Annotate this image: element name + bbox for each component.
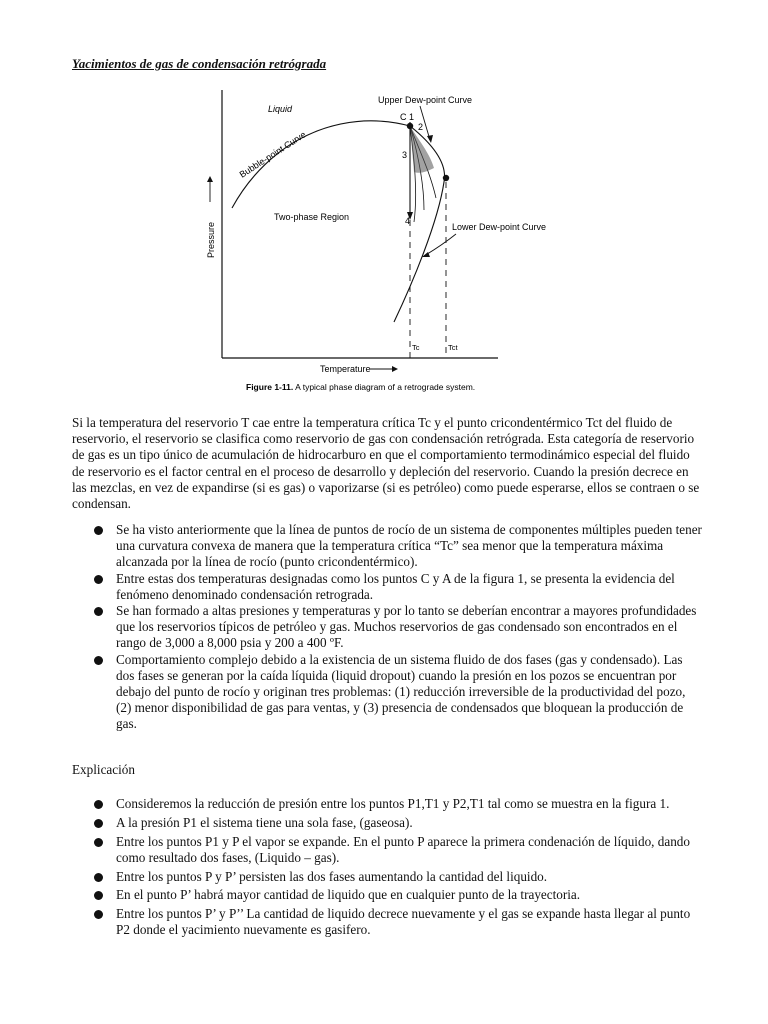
list-item [72,906,702,938]
cricondentherm-point [443,175,449,181]
point-4-label: 4 [405,216,411,226]
page-title: Yacimientos de gas de condensación retrógrada [72,56,327,71]
explanation-heading: Explicación [72,762,135,777]
point-2-label: 2 [418,122,424,132]
explanation-list [72,796,702,941]
liquid-label: Liquid [268,104,293,114]
pressure-arrowhead [207,176,213,182]
bullet-icon [94,910,103,919]
point-c1-label: C 1 [400,112,415,122]
bullet-icon [94,891,103,900]
list-item [72,571,702,603]
list-item [72,834,702,866]
figure-caption [246,382,475,392]
phase-diagram [198,82,568,400]
list-item [72,796,702,812]
list-item-text: Se han formado a altas presiones y temperaturas y por lo tanto se deberían encontrar a mayores profundidades que los reservorios típicos de petróleo y gas. Muchos reservorios de gas condensado son encontrados en el rango de 3,000 a 8,000 psia y 200 a 400 ºF. [116,603,697,651]
bullet-icon [94,873,103,882]
list-item-text: A la presión P1 el sistema tiene una sola fase, (gaseosa). [116,814,413,830]
point-3-label: 3 [402,150,408,160]
lower-dew-label: Lower Dew-point Curve [452,222,547,232]
caption-text: A typical phase diagram of a retrograde system. [293,382,476,392]
temperature-label: Temperature [320,364,371,374]
two-phase-label: Two-phase Region [274,212,350,222]
list-item [72,815,702,831]
temperature-arrowhead [392,366,398,372]
bullet-icon [94,838,103,847]
bullet-icon [94,656,103,665]
list-item-text: En el punto P’ habrá mayor cantidad de liquido que en cualquier punto de la trayectoria. [116,887,581,903]
upper-dew-label: Upper Dew-point Curve [378,95,473,105]
bullet-icon [94,819,103,828]
list-item [72,522,702,571]
list-item [72,869,702,885]
list-item-text: Se ha visto anteriormente que la línea de puntos de rocío de un sistema de componentes múltiples pueden tener una curvatura convexa de manera que la temperatura crítica “Tc” sea menor que la temperatura máxima alcanzada por la línea de rocío (punto cricondentérmico). [116,522,702,570]
list-item-text: Entre los puntos P y P’ persisten las dos fases aumentando la cantidad del liquido. [116,868,548,884]
bubble-point-label: Bubble-point Curve [237,129,308,180]
bullet-icon [94,526,103,535]
list-item-text: Entre los puntos P1 y P el vapor se expande. En el punto P aparece la primera condenación de líquido, dando como resultado dos fases, (Liquido – gas). [116,833,690,865]
bullet-icon [94,800,103,809]
intro-paragraph: Si la temperatura del reservorio T cae entre la temperatura crítica Tc y el punto cricondentérmico Tct del fluido de reservorio, el reservorio se clasifica como reservorio de gas con condensación retrógrada. Esta categoría de reservorio de gas es un tipo único de acumulación de hidrocarburo en que el comportamiento termodinámico especial del fluido de reservorio es el factor central en el proceso de desarrollo y depleción del reservorio. Cuando la presión decrece en las mezclas, en vez de expandirse (si es gas) o vaporizarse (si es petróleo) como puede esperarse, ellos se contraen o se condensan. [72,415,700,512]
list-item-text: Consideremos la reducción de presión entre los puntos P1,T1 y P2,T1 tal como se muestra en la figura 1. [116,796,670,811]
list-item-text: Entre estas dos temperaturas designadas como los puntos C y A de la figura 1, se presenta la evidencia del fenómeno denominado condensación retrograda. [116,570,675,602]
phase-diagram-figure [198,82,568,400]
critical-point [407,123,413,129]
list-item-text: Comportamiento complejo debido a la existencia de un sistema fluido de dos fases (gas y condensado). Las dos fases se generan por la caída líquida (liquid dropout) cuando la presión en los pozos se encuentran por debajo del punto de rocío y originan tres problemas: (1) reducción irreversible de la productividad del pozo, (2) menor disponibilidad de gas para ventas, y (3) presencia de condensados que bloquean la producción de gas. [116,651,686,732]
list-item [72,652,702,733]
tc-label: Tc [412,343,420,352]
tct-label: Tct [448,343,458,352]
retrograde-region [410,126,434,173]
list-item [72,603,702,652]
pressure-label: Pressure [206,221,216,259]
caption-number: Figure 1-11. [246,382,294,392]
bullet-icon [94,607,103,616]
list-item [72,887,702,903]
list-item-text: Entre los puntos P’ y P’’ La cantidad de liquido decrece nuevamente y el gas se expande hasta llegar al punto P2 donde el yacimiento nuevamente es gasifero. [116,906,691,938]
characteristics-list [72,522,702,733]
bullet-icon [94,575,103,584]
